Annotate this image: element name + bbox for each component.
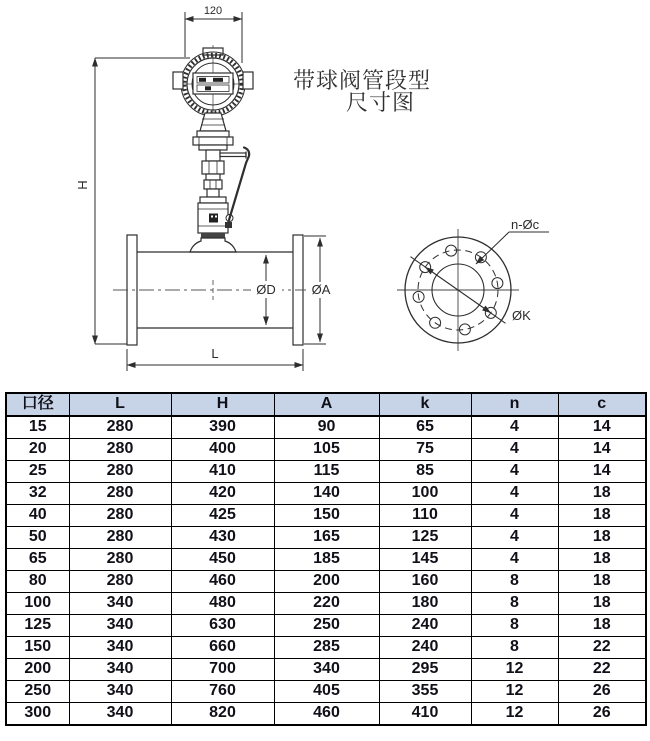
table-cell: 280 [69,527,171,549]
flange-face-view [397,217,549,351]
table-cell: 390 [171,416,274,439]
table-cell: 50 [6,527,69,549]
table-cell: 4 [471,416,558,439]
table-row [6,549,646,571]
dimension-table [5,392,647,726]
table-cell: 285 [274,637,379,659]
pipe-section [113,235,322,345]
table-cell: 280 [69,416,171,439]
table-cell: 250 [6,681,69,703]
table-cell: 18 [558,527,646,549]
table-cell: 280 [69,439,171,461]
table-cell: 18 [558,615,646,637]
table-cell: 630 [171,615,274,637]
table-cell: 340 [69,593,171,615]
table-cell: 145 [379,549,471,571]
table-cell: 90 [274,416,379,439]
table-cell: 75 [379,439,471,461]
table-cell: 32 [6,483,69,505]
table-cell: 125 [379,527,471,549]
table-cell: 18 [558,571,646,593]
dim-head-width-label: 120 [203,5,223,17]
table-cell: 180 [379,593,471,615]
table-cell: 80 [6,571,69,593]
table-cell: 405 [274,681,379,703]
dim-length-label: L [211,346,219,361]
table-row [6,659,646,681]
table-cell: 4 [471,505,558,527]
table-cell: 165 [274,527,379,549]
column-header: H [171,393,274,416]
dimension-table-header-row [6,393,646,416]
table-cell: 280 [69,571,171,593]
table-cell: 340 [274,659,379,681]
table-cell: 40 [6,505,69,527]
dim-inner-diameter-label: ØD [256,282,276,297]
table-cell: 18 [558,505,646,527]
dim-bolt-circle-label: ØK [512,308,531,323]
dim-flange-diameter-label: ØA [311,282,331,297]
table-row [6,681,646,703]
table-cell: 4 [471,439,558,461]
table-cell: 340 [69,703,171,726]
table-cell: 340 [69,681,171,703]
table-cell: 20 [6,439,69,461]
column-header: c [558,393,646,416]
table-row [6,416,646,439]
table-cell: 150 [6,637,69,659]
table-cell: 14 [558,439,646,461]
table-cell: 26 [558,703,646,726]
table-cell: 340 [69,615,171,637]
table-cell: 125 [6,615,69,637]
table-cell: 340 [69,659,171,681]
table-cell: 240 [379,615,471,637]
table-row [6,637,646,659]
table-cell: 280 [69,461,171,483]
table-cell: 8 [471,615,558,637]
table-cell: 430 [171,527,274,549]
table-cell: 110 [379,505,471,527]
table-cell: 300 [6,703,69,726]
table-cell: 8 [471,637,558,659]
table-cell: 410 [171,461,274,483]
table-cell: 200 [6,659,69,681]
table-cell: 8 [471,593,558,615]
table-cell: 14 [558,461,646,483]
drawing-title-line2: 尺寸图 [346,90,416,115]
table-cell: 420 [171,483,274,505]
table-cell: 355 [379,681,471,703]
table-cell: 22 [558,637,646,659]
dim-height [95,58,190,344]
table-cell: 8 [471,571,558,593]
table-row [6,505,646,527]
table-cell: 160 [379,571,471,593]
table-cell: 18 [558,549,646,571]
table-cell: 220 [274,593,379,615]
dim-bolt-holes-label: n-Øc [511,217,540,232]
table-cell: 410 [379,703,471,726]
table-row [6,483,646,505]
table-cell: 185 [274,549,379,571]
table-cell: 250 [274,615,379,637]
table-cell: 425 [171,505,274,527]
table-cell: 18 [558,483,646,505]
table-cell: 480 [171,593,274,615]
table-cell: 760 [171,681,274,703]
table-cell: 22 [558,659,646,681]
table-cell: 4 [471,549,558,571]
column-header: A [274,393,379,416]
table-row [6,439,646,461]
table-cell: 820 [171,703,274,726]
table-cell: 100 [6,593,69,615]
table-cell: 4 [471,483,558,505]
table-cell: 65 [379,416,471,439]
table-cell: 85 [379,461,471,483]
table-cell: 140 [274,483,379,505]
table-row [6,461,646,483]
table-cell: 660 [171,637,274,659]
table-cell: 280 [69,483,171,505]
column-header: n [471,393,558,416]
table-row [6,615,646,637]
table-cell: 15 [6,416,69,439]
table-cell: 4 [471,461,558,483]
column-header: 口径 [6,393,69,416]
table-cell: 400 [171,439,274,461]
table-cell: 200 [274,571,379,593]
table-cell: 25 [6,461,69,483]
table-cell: 18 [558,593,646,615]
column-header: L [69,393,171,416]
table-cell: 115 [274,461,379,483]
table-cell: 4 [471,527,558,549]
table-cell: 240 [379,637,471,659]
table-cell: 295 [379,659,471,681]
dim-bolt-holes-callout [476,232,549,264]
table-cell: 12 [471,659,558,681]
dim-height-label: H [75,180,90,190]
table-row [6,703,646,726]
dimension-table-body [6,416,646,725]
table-row [6,593,646,615]
table-cell: 460 [274,703,379,726]
drawing-title [293,68,431,115]
table-cell: 280 [69,505,171,527]
table-cell: 100 [379,483,471,505]
table-cell: 65 [6,549,69,571]
table-cell: 14 [558,416,646,439]
table-cell: 450 [171,549,274,571]
meter-assembly [75,5,335,371]
table-cell: 105 [274,439,379,461]
table-cell: 26 [558,681,646,703]
table-row [6,527,646,549]
drawing-title-line1: 带球阀管段型 [293,68,432,93]
table-cell: 280 [69,549,171,571]
table-row [6,571,646,593]
valve-stem-assembly [190,113,246,252]
table-cell: 12 [471,703,558,726]
table-cell: 340 [69,637,171,659]
table-cell: 12 [471,681,558,703]
table-cell: 700 [171,659,274,681]
column-header: k [379,393,471,416]
table-cell: 150 [274,505,379,527]
table-cell: 460 [171,571,274,593]
